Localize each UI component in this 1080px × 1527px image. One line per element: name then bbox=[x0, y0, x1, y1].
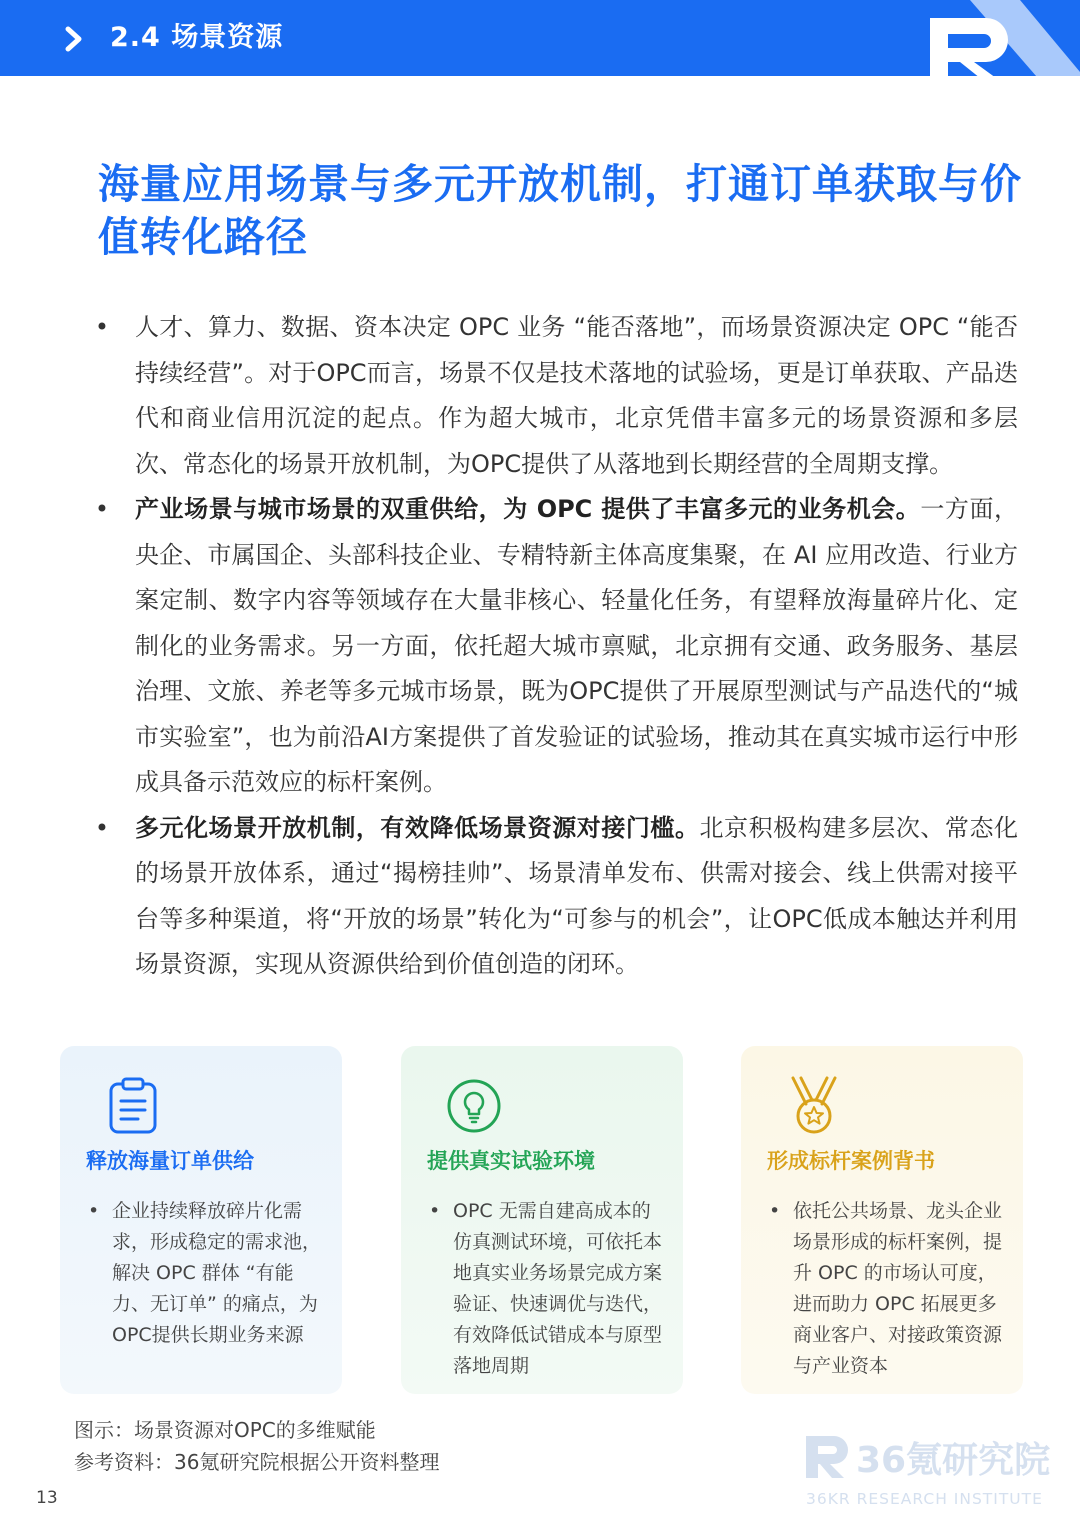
card-title: 释放海量订单供给 bbox=[86, 1149, 254, 1173]
bullet-dot-icon: • bbox=[94, 495, 110, 523]
bullet-dot-icon: • bbox=[769, 1200, 781, 1222]
card-title: 形成标杆案例背书 bbox=[767, 1149, 935, 1173]
page-number: 13 bbox=[36, 1488, 58, 1508]
bullet-list bbox=[88, 305, 1018, 988]
card-text: 企业持续释放碎片化需求，形成稳定的需求池，解决 OPC 群体 “有能力、无订单” 的痛点，为OPC提供长期业务来源 bbox=[112, 1200, 322, 1346]
bullet-item bbox=[88, 305, 1018, 487]
bullet-dot-icon: • bbox=[429, 1200, 441, 1222]
bullet-item bbox=[88, 806, 1018, 988]
card-benchmark-case bbox=[741, 1046, 1023, 1394]
card-test-environment bbox=[401, 1046, 683, 1394]
section-title: 2.4 场景资源 bbox=[110, 22, 284, 53]
brand-watermark-logo bbox=[804, 1432, 1054, 1512]
clipboard-icon bbox=[106, 1076, 160, 1136]
card-title: 提供真实试验环境 bbox=[427, 1149, 595, 1173]
page-headline: 海量应用场景与多元开放机制，打通订单获取与价值转化路径 bbox=[98, 160, 1022, 261]
bullet-dot-icon: • bbox=[88, 1200, 100, 1222]
bullet-item bbox=[88, 487, 1018, 806]
card-text: OPC 无需自建高成本的仿真测试环境，可依托本地真实业务场景完成方案验证、快速调优与迭代，有效降低试错成本与原型落地周期 bbox=[453, 1200, 663, 1377]
chevron-right-icon bbox=[64, 26, 86, 52]
brand-en-text: 36KR RESEARCH INSTITUTE bbox=[806, 1490, 1043, 1508]
bullet-text: 北京积极构建多层次、常态化的场景开放体系，通过“揭榜挂帅”、场景清单发布、供需对接会、线上供需对接平台等多种渠道，将“开放的场景”转化为“可参与的机会”，让OPC低成本触达并利用场景资源，实现从资源供给到价值创造的闭环。 bbox=[135, 813, 1018, 978]
medal-icon bbox=[787, 1076, 841, 1136]
bullet-bold-lead: 产业场景与城市场景的双重供给，为 OPC 提供了丰富多元的业务机会。 bbox=[135, 495, 921, 523]
card-order-supply bbox=[60, 1046, 342, 1394]
brand-logo-icon bbox=[900, 0, 1080, 76]
figure-source: 参考资料：36氪研究院根据公开资料整理 bbox=[74, 1450, 440, 1474]
brand-cn-text: 36氪研究院 bbox=[856, 1440, 1051, 1481]
lightbulb-icon bbox=[447, 1076, 501, 1136]
figure-title: 图示：场景资源对OPC的多维赋能 bbox=[74, 1418, 376, 1442]
bullet-dot-icon: • bbox=[94, 813, 110, 842]
bullet-text: 一方面，央企、市属国企、头部科技企业、专精特新主体高度集聚，在 AI 应用改造、行业方案定制、数字内容等领域存在大量非核心、轻量化任务，有望释放海量碎片化、定制化的业务需求。另一方面，依托超大城市禀赋，北京拥有交通、政务服务、基层治理、文旅、养老等多元城市场景，既为OPC提供了开展原型测试与产品迭代的“城市实验室”，也为前沿AI方案提供了首发验证的试验场，推动其在真实城市运行中形成具备示范效应的标杆案例。 bbox=[135, 495, 1018, 796]
section-header-bar bbox=[0, 0, 1080, 76]
bullet-dot-icon: • bbox=[94, 313, 110, 341]
bullet-text: 人才、算力、数据、资本决定 OPC 业务 “能否落地”，而场景资源决定 OPC “能否持续经营”。对于OPC而言，场景不仅是技术落地的试验场，更是订单获取、产品迭代和商业信用沉淀的起点。作为超大城市，北京凭借丰富多元的场景资源和多层次、常态化的场景开放机制，为OPC提供了从落地到长期经营的全周期支撑。 bbox=[135, 313, 1018, 478]
figure-caption bbox=[74, 1414, 439, 1478]
card-text: 依托公共场景、龙头企业场景形成的标杆案例，提升 OPC 的市场认可度，进而助力 OPC 拓展更多商业客户、对接政策资源与产业资本 bbox=[793, 1200, 1003, 1377]
bullet-bold-lead: 多元化场景开放机制，有效降低场景资源对接门槛。 bbox=[135, 813, 700, 842]
